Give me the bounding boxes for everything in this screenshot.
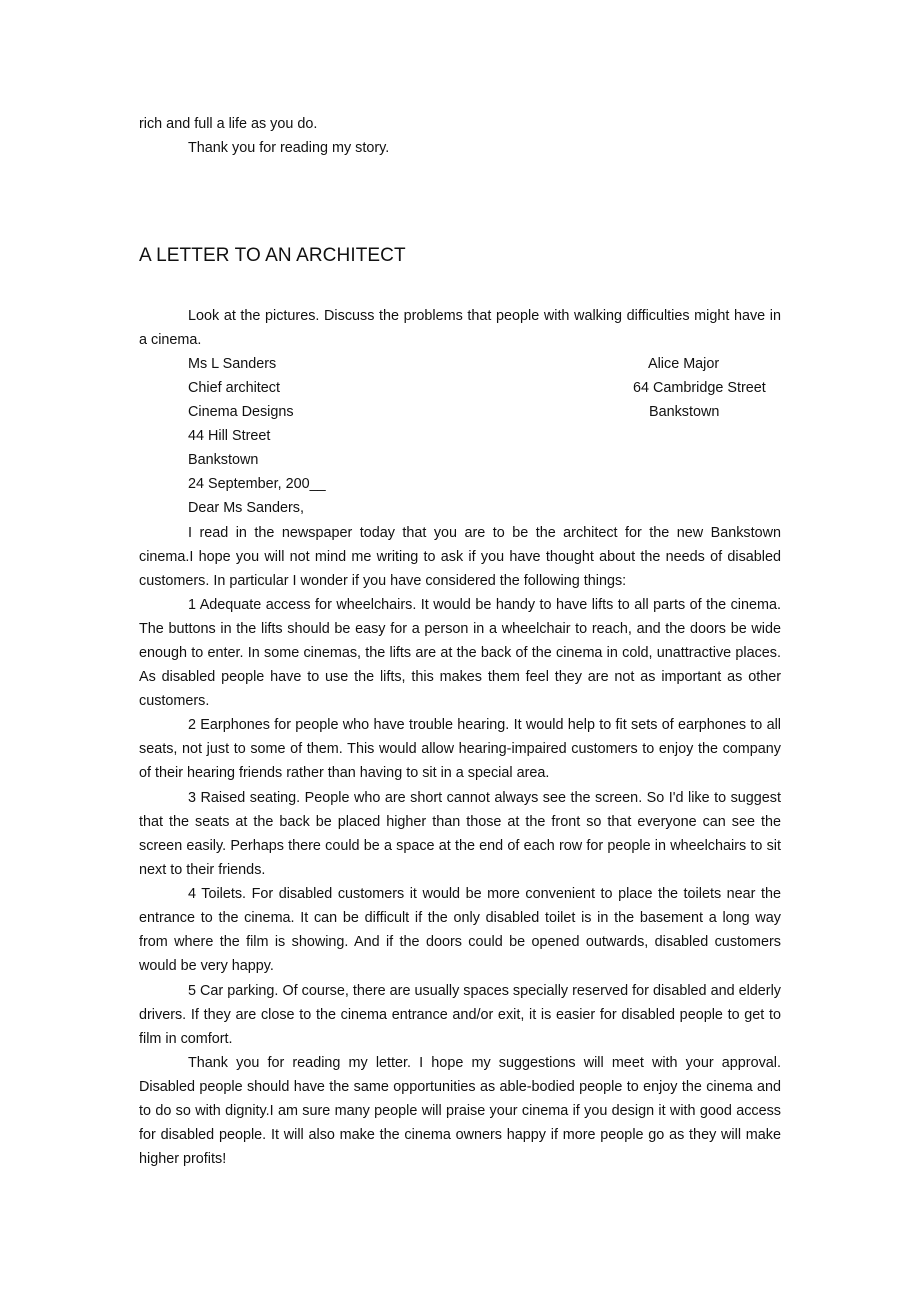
point-paragraph: 5 Car parking. Of course, there are usually spaces specially reserved for disabled and elderly drivers. If they are close to the cinema entrance and/or exit, it is easier for disabled people to get to film in comfort. — [139, 983, 781, 1048]
page-title: A LETTER TO AN ARCHITECT — [139, 245, 406, 266]
point-paragraph: 3 Raised seating. People who are short cannot always see the screen. So I'd like to suggest that the seats at the back be placed higher than those at the front so that everyone can see the screen easily. Perhaps there could be a space at the end of each row for people in wheelchairs to sit next to their friends. — [139, 790, 781, 879]
sender-town: Bankstown — [649, 404, 720, 420]
sender-name: Alice Major — [648, 356, 720, 372]
recipient-street: 44 Hill Street — [188, 428, 271, 444]
point-paragraph: 2 Earphones for people who have trouble hearing. It would help to fit sets of earphones to all seats, not just to some of them. This would allow hearing-impaired customers to enjoy the company of their hearing friends rather than having to sit in a special area. — [139, 717, 781, 782]
point-paragraph: 1 Adequate access for wheelchairs. It would be handy to have lifts to all parts of the cinema. The buttons in the lifts should be easy for a person in a wheelchair to reach, and the doors be wide enough to enter. In some cinemas, the lifts are at the back of the cinema in cold, unattractive places. As disabled people have to use the lifts, this makes them feel they are not as important as other customers. — [139, 597, 781, 710]
previous-section-line-1: rich and full a life as you do. — [139, 116, 318, 132]
letter-date: 24 September, 200__ — [188, 476, 326, 492]
letter-closing-paragraph: Thank you for reading my letter. I hope my suggestions will meet with your approval. Disabled people should have the same opportunities as able-bodied people to enjoy the cinema and to do so with dignity.I am sure many people will praise your cinema if you design it with good access for disabled people. It will also make the cinema owners happy if more people go as they will make higher profits! — [139, 1055, 781, 1168]
recipient-position: Chief architect — [188, 380, 280, 396]
point-paragraph: 4 Toilets. For disabled customers it would be more convenient to place the toilets near the entrance to the cinema. It can be difficult if the only disabled toilet is in the basement a long way from where the film is showing. And if the doors could be opened outwards, disabled customers would be very happy. — [139, 886, 781, 975]
instructions-paragraph: Look at the pictures. Discuss the problems that people with walking difficulties might have in a cinema. — [139, 308, 781, 349]
previous-section-line-2: Thank you for reading my story. — [188, 140, 390, 156]
letter-intro-paragraph: I read in the newspaper today that you are to be the architect for the new Bankstown cinema.I hope you will not mind me writing to ask if you have thought about the needs of disabled customers. In particular I wonder if you have considered the following things: — [139, 525, 781, 590]
recipient-company: Cinema Designs — [188, 404, 294, 420]
recipient-town: Bankstown — [188, 452, 259, 468]
sender-street: 64 Cambridge Street — [633, 380, 766, 396]
recipient-name: Ms L Sanders — [188, 356, 277, 372]
letter-salutation: Dear Ms Sanders, — [188, 500, 304, 516]
